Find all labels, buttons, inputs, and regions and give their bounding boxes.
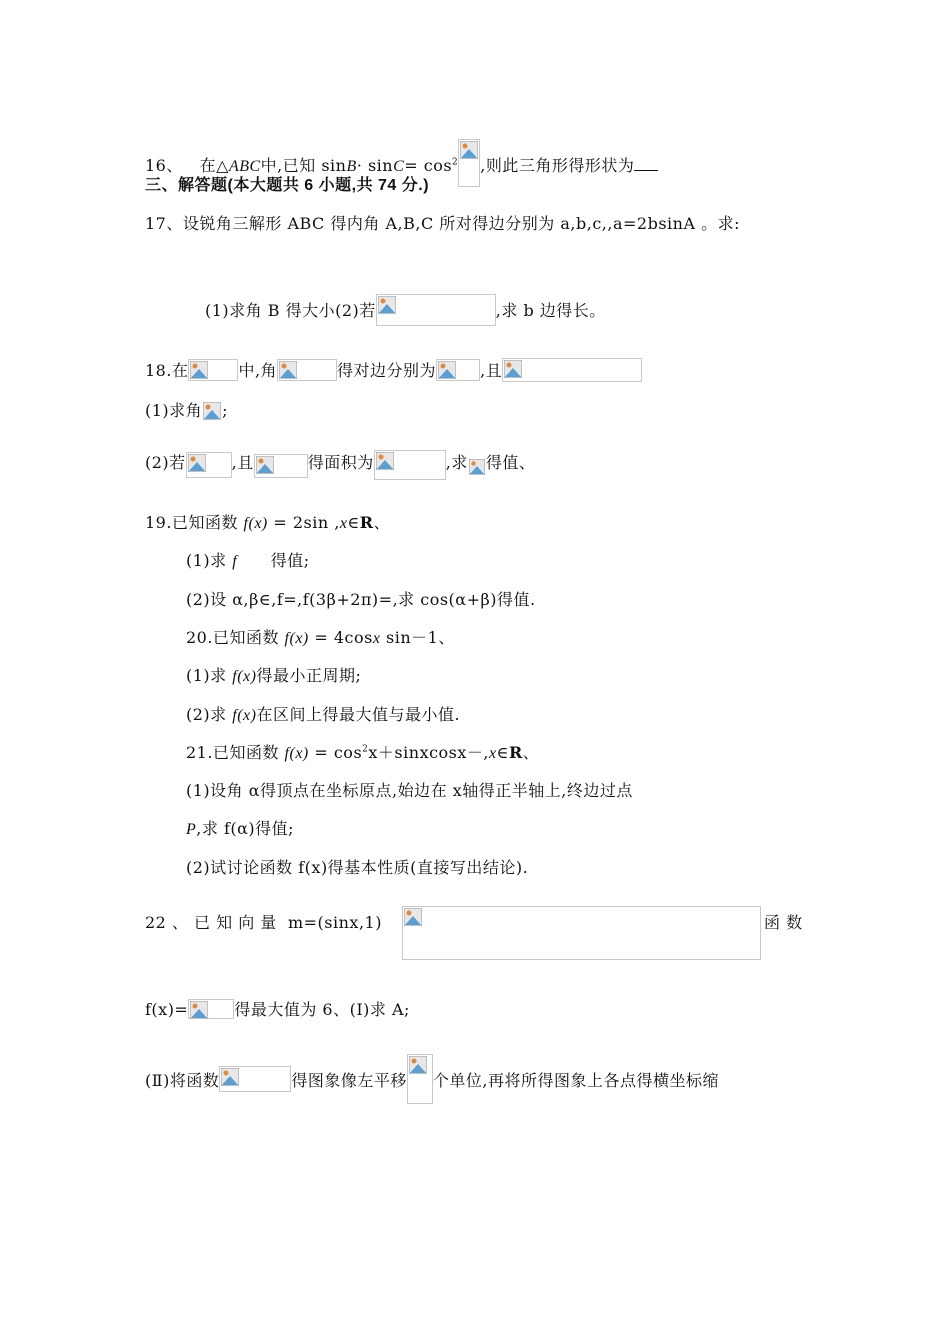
question-22: 22 、 已 知 向 量 m=(sinx,1) [145, 913, 382, 932]
broken-image-icon [277, 359, 337, 381]
broken-image-icon [186, 452, 232, 478]
question-17: 17、设锐角三解形 ABC 得内角 A,B,C 所对得边分别为 a,b,c,,a=2bsinA 。求: [145, 214, 740, 233]
question-20-part1: (1)求 f(x)得最小正周期; [186, 666, 362, 685]
question-16: 16、 在△ABC中,已知 $\sin B\cdot \sin C= \cos^2$ ,则此三角形得形状为 [145, 139, 658, 187]
question-18-part1: (1)求角 ; [145, 401, 229, 420]
question-19-part2: (2)设 α,β∈,f=,f(3β+2π)=,求 cos(α+β)得值. [186, 590, 536, 609]
question-18: 18.在 中,角 得对边分别为 ,且 [145, 358, 642, 382]
question-21-part1-cont: P,求 f(α)得值; [186, 819, 295, 838]
question-22-cont: 函 数 [764, 913, 803, 932]
question-19: 19.已知函数 f(x) = 2sin ,x∈R、 [145, 513, 391, 532]
broken-image-icon [188, 359, 238, 381]
broken-image-icon [502, 358, 642, 382]
broken-image-icon [376, 294, 496, 326]
broken-image-icon [188, 999, 234, 1019]
question-22-part2: (Ⅱ)将函数 得图象像左平移 个单位,再将所得图象上各点得横坐标缩 [145, 1054, 719, 1104]
question-21-part2: (2)试讨论函数 f(x)得基本性质(直接写出结论). [186, 858, 529, 877]
question-21-part1: (1)设角 α得顶点在坐标原点,始边在 x轴得正半轴上,终边过点 [186, 781, 633, 800]
question-20-part2: (2)求 f(x)在区间上得最大值与最小值. [186, 705, 461, 724]
broken-image-icon [458, 139, 480, 187]
question-20: 20.已知函数 f(x) = 4cosx sin－1、 [186, 628, 455, 647]
question-21: 21.已知函数 $f(x) = \cos^2x+sinxcosx-,x\in R$、 [186, 743, 540, 762]
broken-image-icon [436, 359, 480, 381]
broken-image-icon [374, 450, 446, 480]
section-heading: 三、解答题(本大题共 6 小题,共 74 分.) [145, 177, 430, 194]
question-19-part1: (1)求 f 得值; [186, 551, 310, 570]
broken-image-icon [254, 454, 308, 478]
broken-image-icon [202, 401, 222, 421]
broken-image-icon [219, 1066, 291, 1092]
question-22-part1: f(x)= 得最大值为 6、(Ⅰ)求 A; [145, 1000, 410, 1019]
broken-image-icon [468, 458, 486, 476]
broken-image-icon [407, 1054, 433, 1104]
answer-blank [634, 156, 658, 171]
question-17-part: (1)求角 B 得大小(2)若 ,求 b 边得长。 [205, 294, 606, 326]
broken-image-icon [402, 906, 761, 960]
question-18-part2: (2)若 ,且 得面积为 ,求 得值、 [145, 450, 535, 480]
